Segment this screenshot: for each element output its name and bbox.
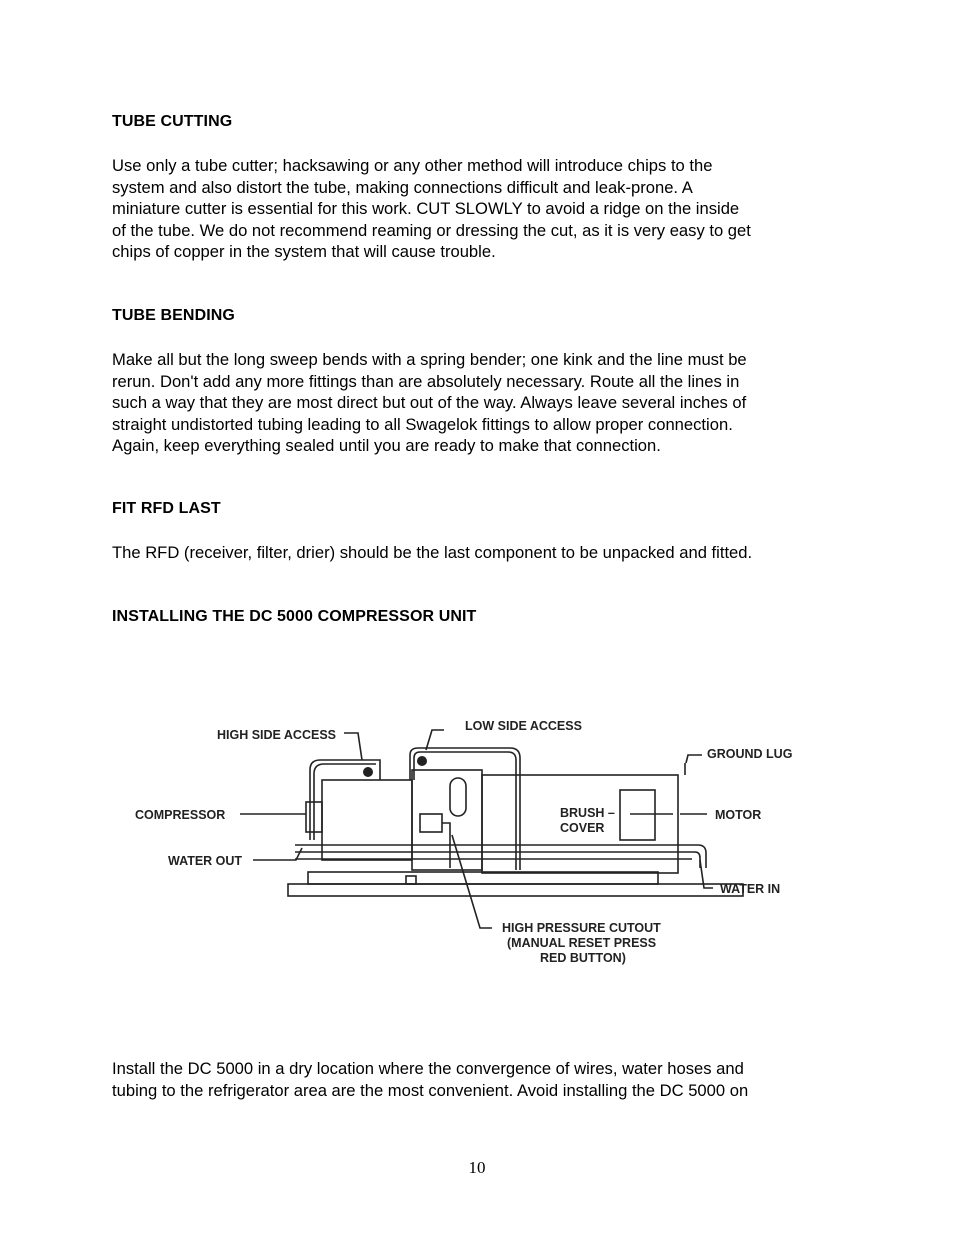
label-high-side-access: HIGH SIDE ACCESS	[217, 728, 337, 742]
text-line: such a way that they are most direct but out of the way. Always leave several inches of	[112, 393, 747, 412]
heading-tube-cutting: TUBE CUTTING	[112, 113, 233, 130]
water-tube-upper	[295, 845, 706, 868]
label-hp-cutout-2: (MANUAL RESET PRESS	[507, 936, 657, 950]
text-line: Make all but the long sweep bends with a spring bender; one kink and the line must be	[112, 350, 747, 369]
label-low-side-access: LOW SIDE ACCESS	[465, 719, 582, 733]
text-line: system and also distort the tube, making connections difficult and leak-prone. A	[112, 177, 693, 197]
leader-ground-lug	[686, 755, 702, 763]
label-brush-cover-2: COVER	[560, 821, 605, 835]
text-line: Use only a tube cutter; hacksawing or any other method will introduce chips to the	[112, 156, 713, 175]
text-line: chips of copper in the system that will cause trouble.	[112, 242, 496, 261]
text-line: Install the DC 5000 in a dry location where the convergence of wires, water hoses and	[112, 1059, 744, 1078]
hp-cutout-switch	[420, 814, 442, 832]
text-line: of the tube. We do not recommend reaming or dressing the cut, as it is very easy to get	[112, 220, 751, 240]
paragraph-fit-rfd-last	[112, 542, 852, 564]
compressor-unit-diagram	[110, 700, 810, 980]
leader-hp-cutout	[452, 835, 492, 928]
text-line: The RFD (receiver, filter, drier) should be the last component to be unpacked and fitted.	[112, 543, 753, 562]
text-line: rerun. Don't add any more fittings than are absolutely necessary. Route all the lines in	[112, 371, 740, 391]
label-hp-cutout-1: HIGH PRESSURE CUTOUT	[502, 921, 661, 935]
coupling-housing	[412, 770, 482, 870]
label-compressor: COMPRESSOR	[135, 808, 226, 822]
label-water-in: WATER IN	[720, 882, 781, 896]
paragraph-installing	[112, 1058, 852, 1101]
label-hp-cutout-3: RED BUTTON)	[540, 951, 626, 965]
paragraph-tube-cutting	[112, 155, 852, 263]
label-motor: MOTOR	[715, 808, 762, 822]
leader-water-out	[253, 848, 302, 860]
high-side-port	[363, 767, 373, 777]
leader-low-side	[426, 730, 444, 750]
text-line: straight undistorted tubing leading to all Swagelok fittings to allow proper connection.	[112, 414, 733, 434]
text-line: miniature cutter is essential for this work. CUT SLOWLY to avoid a ridge on the inside	[112, 199, 740, 218]
compressor-body	[322, 780, 412, 860]
page-number: 10	[468, 1158, 486, 1177]
label-ground-lug: GROUND LUG	[707, 747, 793, 761]
label-brush-cover-1: BRUSH –	[560, 806, 615, 820]
text-line: tubing to the refrigerator area are the most convenient. Avoid installing the DC 5000 on	[112, 1080, 749, 1100]
sight-window	[450, 778, 466, 816]
brush-cover	[620, 790, 655, 840]
leader-high-side	[344, 733, 362, 760]
heading-fit-rfd-last: FIT RFD LAST	[112, 500, 221, 517]
paragraph-tube-bending	[112, 349, 852, 457]
label-water-out: WATER OUT	[168, 854, 243, 868]
connector	[406, 876, 416, 884]
heading-installing-dc5000: INSTALLING THE DC 5000 COMPRESSOR UNIT	[112, 608, 477, 625]
low-side-port	[417, 756, 427, 766]
base-plate	[288, 884, 743, 896]
text-line: Again, keep everything sealed until you are ready to make that connection.	[112, 436, 661, 455]
heading-tube-bending: TUBE BENDING	[112, 307, 235, 324]
